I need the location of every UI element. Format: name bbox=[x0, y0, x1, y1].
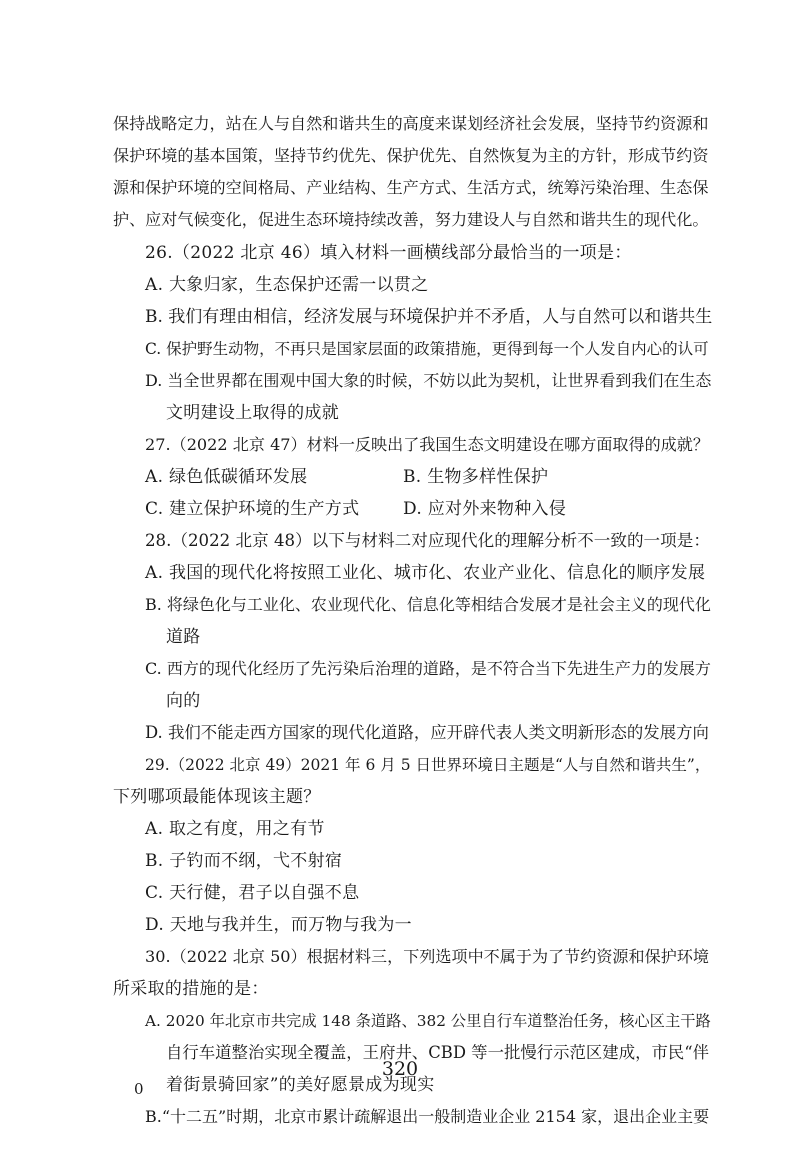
q28-option-d: D. 我们不能走西方国家的现代化道路，应开辟代表人类文明新形态的发展方向 bbox=[145, 723, 709, 742]
q26-option-c: C. 保护野生动物，不再只是国家层面的政策措施，更得到每一个人发自内心的认可 bbox=[145, 340, 709, 358]
q28-option-a: A. 我国的现代化将按照工业化、城市化、农业产业化、信息化的顺序发展 bbox=[145, 563, 706, 583]
q28-option-b-line-1: B. 将绿色化与工业化、农业现代化、信息化等相结合发展才是社会主义的现代化 bbox=[145, 595, 711, 614]
q30-option-a-line-2: 自行车道整治实现全覆盖，王府井、CBD 等一批慢行示范区建成，市民“伴 bbox=[166, 1043, 710, 1062]
q27-stem: 27.（2022 北京 47）材料一反映出了我国生态文明建设在哪方面取得的成就？ bbox=[145, 435, 709, 454]
q30-stem-line-2: 所采取的措施的是： bbox=[113, 979, 269, 999]
corner-mark: 0 bbox=[134, 1080, 144, 1098]
q29-option-d: D. 天地与我并生，而万物与我为一 bbox=[145, 915, 412, 935]
intro-line-2: 保护环境的基本国策，坚持节约优先、保护优先、自然恢复为主的方针，形成节约资 bbox=[113, 146, 709, 165]
q27-option-c: C. 建立保护环境的生产方式 bbox=[145, 499, 360, 519]
q30-option-a-line-1: A. 2020 年北京市共完成 148 条道路、382 公里自行车道整治任务，核心区主干路 bbox=[145, 1012, 711, 1030]
q27-option-d: D. 应对外来物种入侵 bbox=[403, 499, 567, 519]
q29-stem-line-1: 29.（2022 北京 49）2021 年 6 月 5 日世界环境日主题是“人与自然和谐共生”， bbox=[145, 756, 711, 774]
q26-stem: 26.（2022 北京 46）填入材料一画横线部分最恰当的一项是： bbox=[145, 243, 632, 263]
q27-option-a: A. 绿色低碳循环发展 bbox=[145, 467, 308, 487]
q28-stem: 28.（2022 北京 48）以下与材料二对应现代化的理解分析不一致的一项是： bbox=[145, 531, 710, 550]
q28-option-c-line-2: 向的 bbox=[166, 691, 201, 711]
q28-option-b-line-2: 道路 bbox=[166, 627, 201, 647]
intro-line-3: 源和保护环境的空间格局、产业结构、生产方式、生活方式，统筹污染治理、生态保 bbox=[113, 178, 709, 197]
intro-line-1: 保持战略定力，站在人与自然和谐共生的高度来谋划经济社会发展，坚持节约资源和 bbox=[113, 114, 709, 133]
page-number: 320 bbox=[381, 1058, 419, 1080]
q26-option-d-line-1: D. 当全世界都在围观中国大象的时候，不妨以此为契机，让世界看到我们在生态 bbox=[145, 371, 712, 390]
q30-option-a-line-3: 着街景骑回家”的美好愿景成为现实 bbox=[166, 1075, 435, 1095]
q26-option-d-line-2: 文明建设上取得的成就 bbox=[166, 403, 339, 423]
q28-option-c-line-1: C. 西方的现代化经历了先污染后治理的道路，是不符合当下先进生产力的发展方 bbox=[145, 659, 711, 678]
q26-option-b: B. 我们有理由相信，经济发展与环境保护并不矛盾，人与自然可以和谐共生 bbox=[145, 307, 713, 327]
intro-line-4: 护、应对气候变化，促进生态环境持续改善，努力建设人与自然和谐共生的现代化。 bbox=[113, 210, 709, 229]
q29-option-c: C. 天行健，君子以自强不息 bbox=[145, 883, 360, 903]
q30-option-b-line-1: B.“十二五”时期，北京市累计疏解退出一般制造业企业 2154 家，退出企业主要 bbox=[145, 1107, 710, 1126]
q29-option-a: A. 取之有度，用之有节 bbox=[145, 819, 325, 839]
q29-option-b: B. 子钓而不纲，弋不射宿 bbox=[145, 851, 343, 871]
q27-option-b: B. 生物多样性保护 bbox=[403, 467, 549, 487]
q30-stem-line-1: 30.（2022 北京 50）根据材料三，下列选项中不属于为了节约资源和保护环境 bbox=[145, 947, 709, 966]
q26-option-a: A. 大象归家，生态保护还需一以贯之 bbox=[145, 275, 429, 295]
q29-stem-line-2: 下列哪项最能体现该主题？ bbox=[113, 787, 321, 807]
